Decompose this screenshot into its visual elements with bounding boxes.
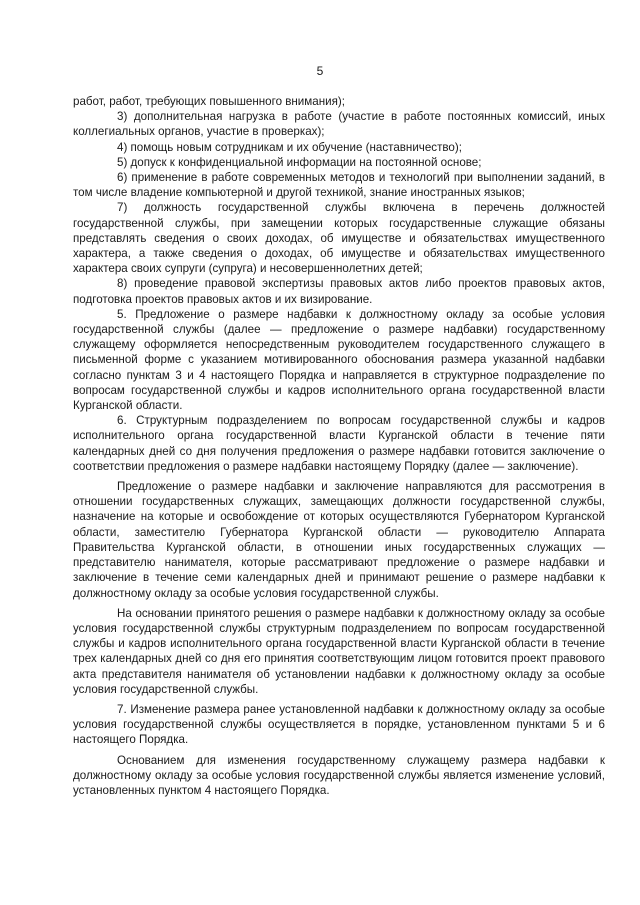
clause-5: 5. Предложение о размере надбавки к должностному окладу за особые условия государственной службы (далее — предложение о размере надбавки) государственному служащему оформляется непосредственным руководителем государственного служащего в письменной форме с указанием мотивированного обоснования размера указанной надбавки согласно пунктам 3 и 4 настоящего Порядка и направляется в структурное подразделение по вопросам государственной службы и кадров исполнительного органа государственной власти Курганской области. xyxy=(73,307,605,413)
list-item-8: 8) проведение правовой экспертизы правовых актов либо проектов правовых актов, подготовка проектов правовых актов и их визирование. xyxy=(73,277,605,306)
paragraph-continuation: работ, работ, требующих повышенного внимания); xyxy=(73,95,345,108)
clause-6: 6. Структурным подразделением по вопросам государственной службы и кадров исполнительного органа государственной власти Курганской области в течение пяти календарных дней со дня получения предложения о размере надбавки готовится заключение о соответствии предложения о размере надбавки настоящему Порядку (далее — заключение). xyxy=(73,414,605,473)
document-body xyxy=(73,94,605,798)
list-item-5: 5) допуск к конфиденциальной информации на постоянной основе; xyxy=(117,155,482,169)
list-item-3: 3) дополнительная нагрузка в работе (участие в работе постоянных комиссий, иных коллегиальных органов, участие в проверках); xyxy=(73,110,605,139)
paragraph-review: Предложение о размере надбавки и заключение направляются для рассмотрения в отношении государственных служащих, замещающих должности государственной службы, назначение на которые и освобождение от которых осуществляются Губернатором Курганской области, заместителю Губернатора Курганской области — руководителю Аппарата Правительства Курганской области, в отношении иных государственных служащих — представителю нанимателя, которые рассматривают предложение о размере надбавки и заключение в течение семи календарных дней и принимают решение о размере надбавки к должностному окладу за особые условия государственной службы. xyxy=(73,480,605,600)
page-number: 5 xyxy=(316,64,324,78)
paragraph-decision: На основании принятого решения о размере надбавки к должностному окладу за особые условия государственной службы структурным подразделением по вопросам государственной службы и кадров исполнительного органа государственной власти Курганской области в течение трех календарных дней со дня его принятия соответствующим лицом готовится проект правового акта представителя нанимателя об установлении надбавки к должностному окладу за особые условия государственной службы. xyxy=(73,606,605,696)
list-item-4: 4) помощь новым сотрудникам и их обучение (наставничество); xyxy=(117,140,462,154)
paragraph-basis: Основанием для изменения государственному служащему размера надбавки к должностному окладу за особые условия государственной службы является изменение условий, установленных пунктом 4 настоящего Порядка. xyxy=(73,753,605,797)
clause-7: 7. Изменение размера ранее установленной надбавки к должностному окладу за особые условия государственной службы осуществляется в порядке, установленном пунктами 5 и 6 настоящего Порядка. xyxy=(73,702,605,747)
list-item-6: 6) применение в работе современных методов и технологий при выполнении заданий, в том числе владение компьютерной и другой техникой, знание иностранных языков; xyxy=(73,171,605,200)
list-item-7: 7) должность государственной службы включена в перечень должностей государственной службы, при замещении которых государственные служащие обязаны представлять сведения о своих доходах, об имуществе и обязательствах имущественного характера, а также сведения о доходах, об имуществе и обязательствах имущественного характера своих супруги (супруга) и несовершеннолетних детей; xyxy=(73,201,605,276)
